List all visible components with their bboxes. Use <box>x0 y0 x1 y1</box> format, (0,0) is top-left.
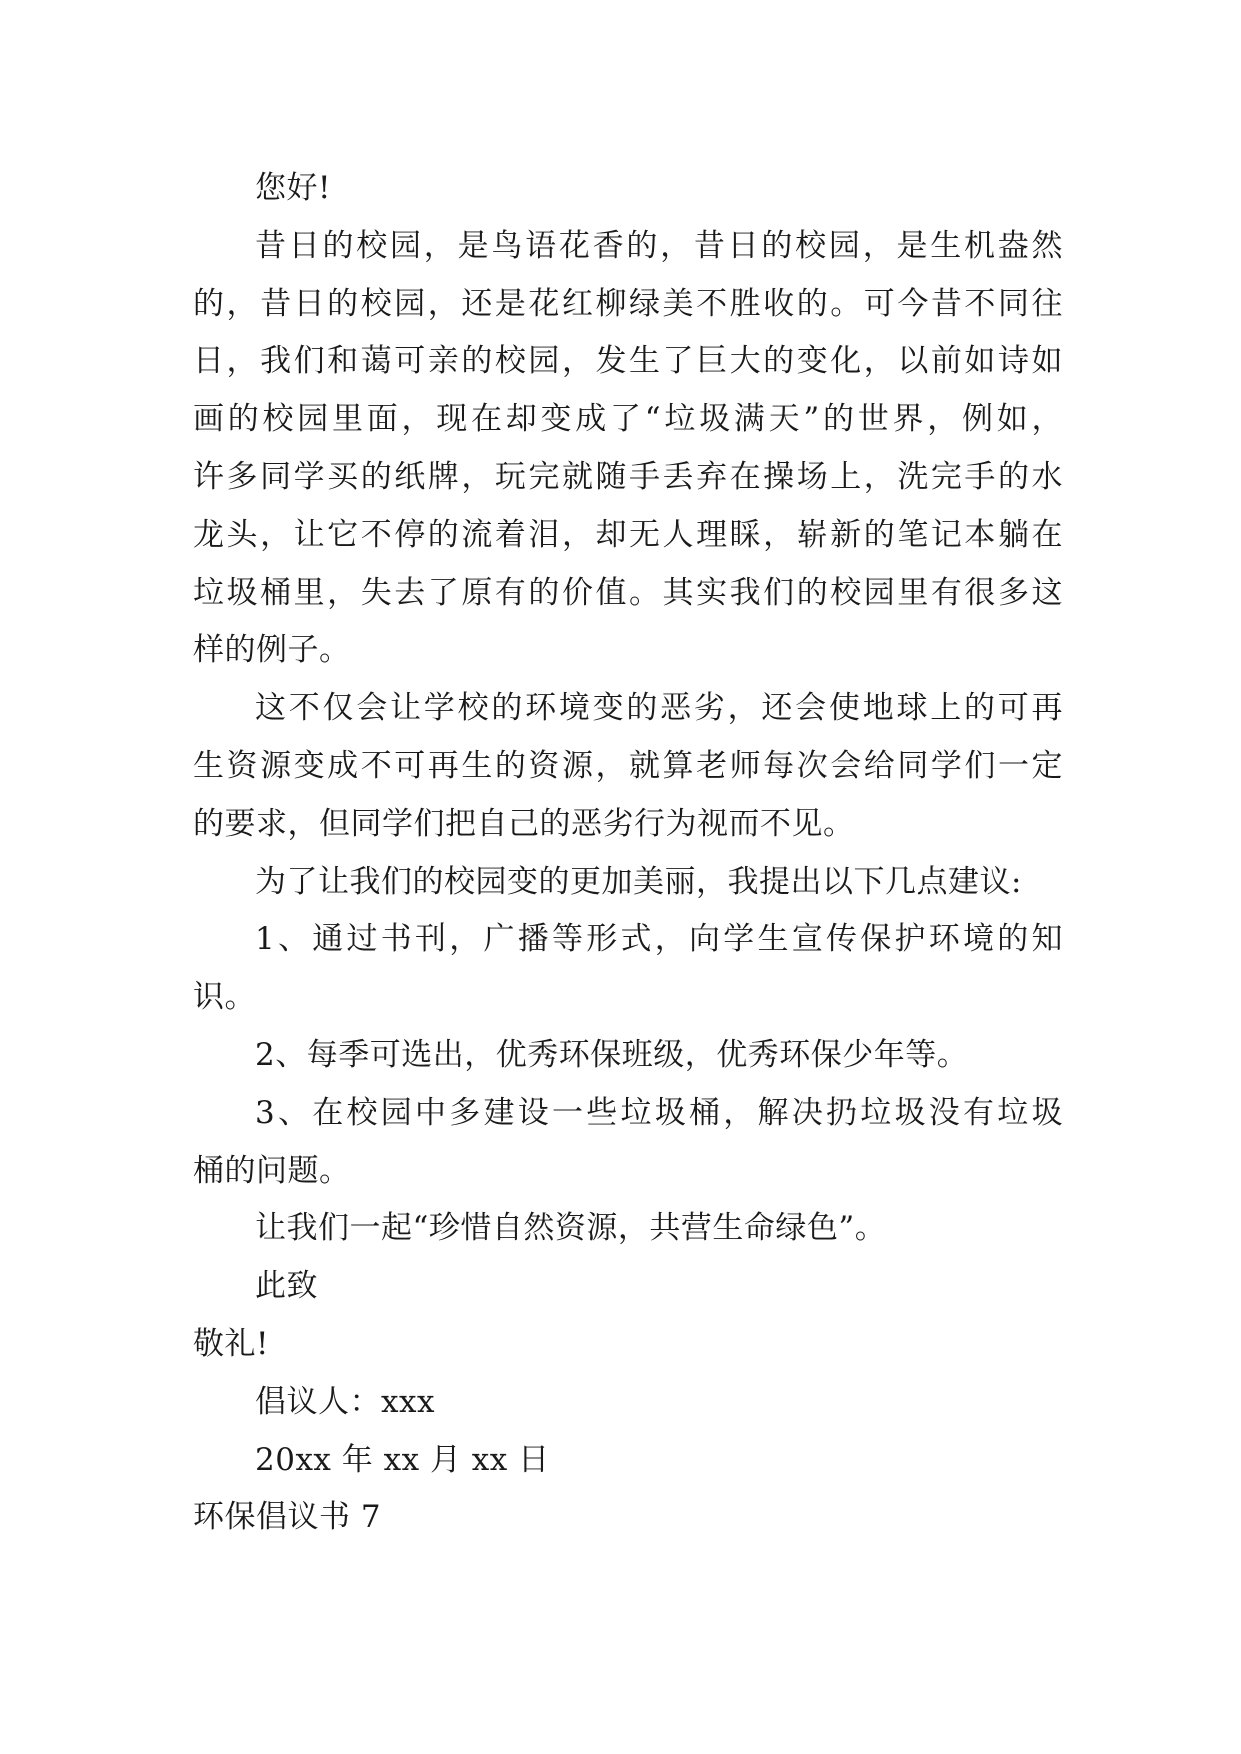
paragraph-1-line: 的，昔日的校园，还是花红柳绿美不胜收的。可今昔不同往 <box>193 285 1063 322</box>
closing-salutation: 此致 <box>255 1268 318 1305</box>
paragraph-2 <box>193 680 1063 853</box>
letter-body <box>193 160 1063 1547</box>
suggestion-3 <box>193 1085 1063 1201</box>
paragraph-1 <box>193 218 1063 680</box>
suggestion-3-line: 3、在校园中多建设一些垃圾桶，解决扔垃圾没有垃圾 <box>255 1094 1063 1131</box>
paragraph-1-line: 日，我们和蔼可亲的校园，发生了巨大的变化，以前如诗如 <box>193 343 1063 380</box>
paragraph-2-line: 的要求，但同学们把自己的恶劣行为视而不见。 <box>193 805 855 842</box>
paragraph-1-line: 龙头，让它不停的流着泪，却无人理睬，崭新的笔记本躺在 <box>193 516 1063 553</box>
suggestion-1-line: 识。 <box>193 979 256 1016</box>
paragraph-2-line: 生资源变成不可再生的资源，就算老师每次会给同学们一定 <box>193 747 1063 784</box>
next-section-title: 环保倡议书 7 <box>193 1499 382 1536</box>
closing-regards: 敬礼! <box>193 1325 269 1362</box>
paragraph-3: 为了让我们的校园变的更加美丽，我提出以下几点建议: <box>255 863 1022 900</box>
suggestion-1-line: 1、通过书刊，广播等形式，向学生宣传保护环境的知 <box>255 921 1063 958</box>
suggestion-1 <box>193 911 1063 1027</box>
suggestion-2: 2、每季可选出，优秀环保班级，优秀环保少年等。 <box>255 1036 969 1073</box>
greeting: 您好! <box>255 170 331 206</box>
signer: 倡议人：xxx <box>255 1383 435 1420</box>
paragraph-1-line: 垃圾桶里，失去了原有的价值。其实我们的校园里有很多这 <box>193 574 1063 611</box>
paragraph-1-line: 画的校园里面，现在却变成了“垃圾满天”的世界，例如， <box>193 401 1063 438</box>
slogan: 让我们一起“珍惜自然资源，共营生命绿色”。 <box>255 1210 887 1247</box>
suggestion-3-line: 桶的问题。 <box>193 1152 351 1189</box>
paragraph-1-line: 许多同学买的纸牌，玩完就随手丢弃在操场上，洗完手的水 <box>193 458 1063 495</box>
paragraph-1-line: 样的例子。 <box>193 632 351 669</box>
paragraph-1-line: 昔日的校园，是鸟语花香的，昔日的校园，是生机盎然 <box>255 227 1063 264</box>
date: 20xx 年 xx 月 xx 日 <box>255 1441 550 1478</box>
paragraph-2-line: 这不仅会让学校的环境变的恶劣，还会使地球上的可再 <box>255 690 1063 727</box>
